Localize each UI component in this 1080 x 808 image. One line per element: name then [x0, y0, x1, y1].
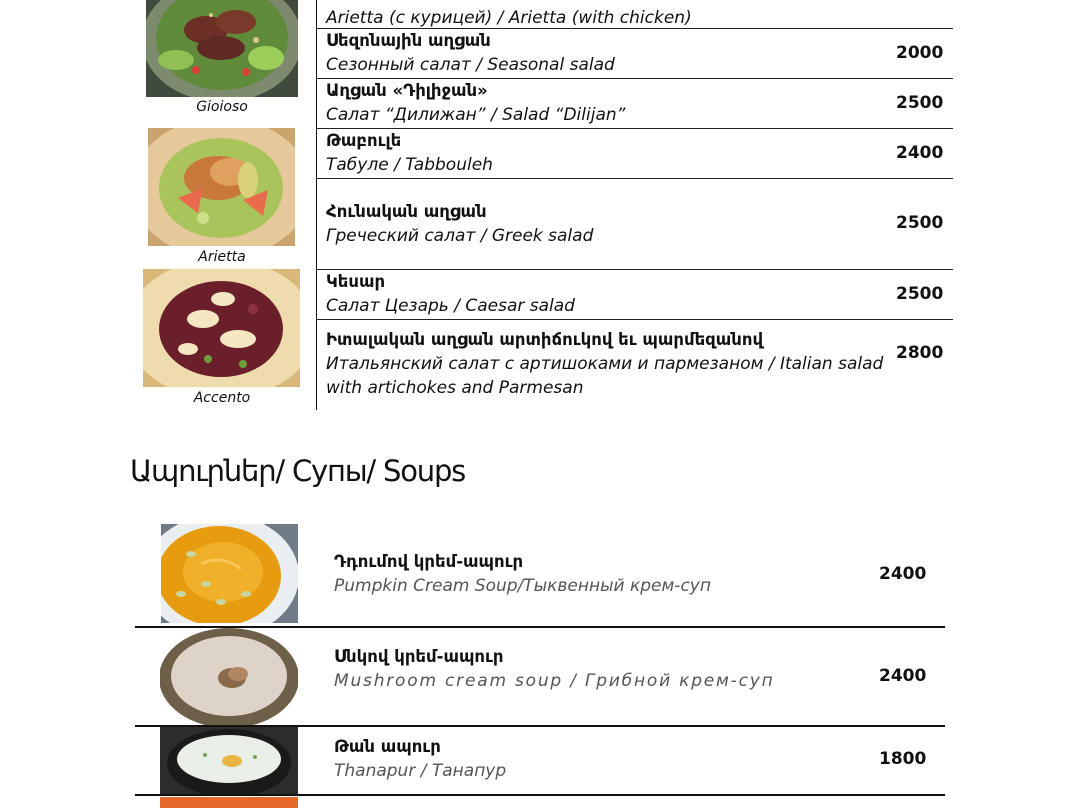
soups-section-title: Ապուրներ/ Супы/ Soups [130, 454, 466, 488]
soup-sub: Pumpkin Cream Soup/Тыквенный крем-суп [334, 576, 711, 596]
gioioso-caption: Gioioso [196, 99, 248, 115]
soup-sub: Thanapur / Танапур [334, 761, 507, 781]
salad-sub: Салат “Дилижан” / Salad “Dilijan” [326, 105, 626, 125]
accento-photo [143, 269, 300, 387]
mushroom-soup-photo [160, 628, 298, 725]
soup-sub: Mushroom cream soup / Грибной крем-суп [334, 671, 775, 691]
salad-name: Թաբուլե [326, 131, 402, 150]
salad-sub: Греческий салат / Greek salad [326, 226, 594, 246]
accento-caption: Accento [193, 390, 251, 406]
tan-soup-photo [160, 727, 298, 795]
soup-price: 2400 [879, 564, 927, 584]
salad-price: 2000 [896, 43, 944, 63]
arietta-photo [148, 128, 295, 246]
salad-price: 2500 [896, 93, 944, 113]
salad-name: Սեզոնային աղցան [326, 31, 491, 50]
soup-name: Սնկով կրեմ-ապուր [334, 647, 504, 666]
table-divider [316, 0, 317, 410]
salad-name: Հունական աղցան [326, 202, 487, 221]
salad-price: 2500 [896, 284, 944, 304]
salad-name: Կեսար [326, 272, 386, 291]
soup-row-divider [135, 794, 945, 796]
salad-row-greek [326, 200, 886, 248]
salad-row-seasonal [326, 29, 886, 77]
row-divider [316, 178, 953, 179]
salad-price: 2400 [896, 143, 944, 163]
salad-price: 2800 [896, 343, 944, 363]
arietta-caption: Arietta [198, 249, 246, 265]
salad-row-arietta-chicken [326, 0, 886, 30]
soup-price: 1800 [879, 749, 927, 769]
salad-row-tabbouleh [326, 129, 886, 177]
salad-row-dilijan [326, 79, 886, 127]
salad-sub: Итальянский салат с артишоками и пармезаном / Italian salad with artichokes and Parmesan [326, 354, 884, 398]
gioioso-photo [146, 0, 298, 97]
next-soup-photo [160, 797, 298, 808]
salad-row-italian [326, 328, 886, 400]
salad-sub: Табуле / Tabbouleh [326, 155, 493, 175]
salad-name: Աղցան «Դիլիջան» [326, 81, 488, 100]
salad-name: Իտալական աղցան արտիճուկով եւ պարմեզանով [326, 330, 764, 349]
salad-price: 2500 [896, 213, 944, 233]
soup-price: 2400 [879, 666, 927, 686]
soup-name: Թան ապուր [334, 737, 441, 756]
row-divider [316, 319, 953, 320]
salad-sub: Сезонный салат / Seasonal salad [326, 55, 615, 75]
salad-sub: Arietta (с курицей) / Arietta (with chicken) [326, 8, 692, 28]
soup-name: Դդումով կրեմ-ապուր [334, 552, 524, 571]
salad-row-caesar [326, 270, 886, 318]
pumpkin-soup-photo [161, 524, 298, 623]
salad-sub: Салат Цезарь / Caesar salad [326, 296, 575, 316]
